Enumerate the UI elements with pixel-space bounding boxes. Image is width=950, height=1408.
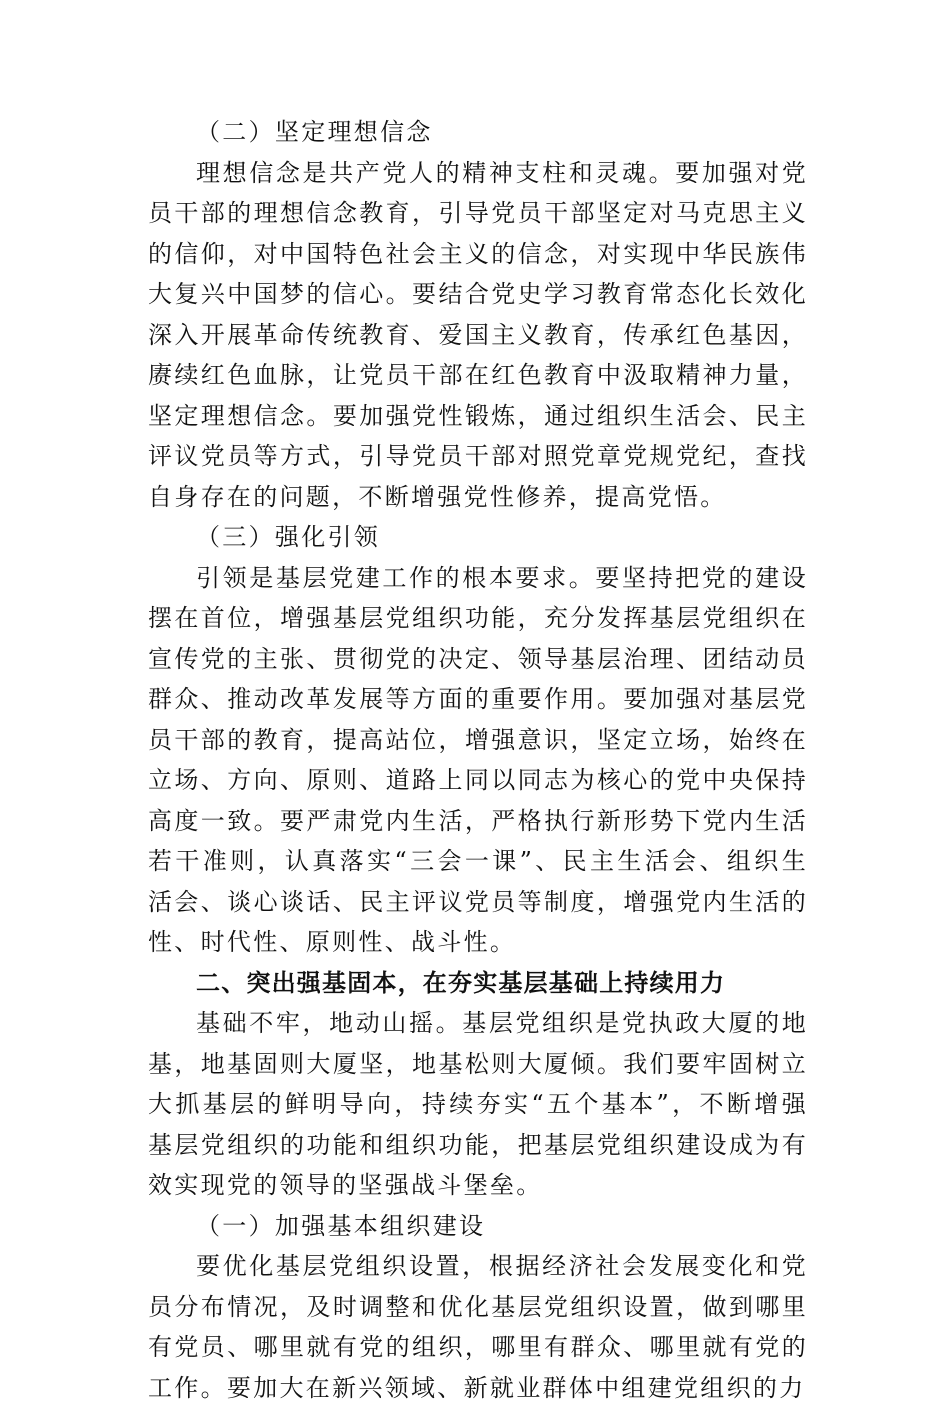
subheading-ideals: （二）坚定理想信念	[196, 118, 433, 146]
paragraph-ideals: 理想信念是共产党人的精神支柱和灵魂。要加强对党员干部的理想信念教育，引导党员干部坚定对马克思主义的信仰，对中国特色社会主义的信念，对实现中华民族伟大复兴中国梦的信心。要结合党史学习教育常态化长效化深入开展革命传统教育、爱国主义教育，传承红色基因，赓续红色血脉，让党员干部在红色教育中汲取精神力量，坚定理想信念。要加强党性锻炼，通过组织生活会、民主评议党员等方式，引导党员干部对照党章党规党纪，查找自身存在的问题，不断增强党性修养，提高党悟。	[148, 158, 808, 511]
section-heading-foundation: 二、突出强基固本，在夯实基层基础上持续用力	[196, 968, 726, 997]
paragraph-leadership: 引领是基层党建工作的根本要求。要坚持把党的建设摆在首位，增强基层党组织功能，充分发挥基层党组织在宣传党的主张、贯彻党的决定、领导基层治理、团结动员群众、推动改革发展等方面的重要作用。要加强对基层党员干部的教育，提高站位，增强意识，坚定立场，始终在立场、方向、原则、道路上同以同志为核心的党中央保持高度一致。要严肃党内生活，严格执行新形势下党内生活若干准则，认真落实“三会一课”、民主生活会、组织生活会、谈心谈话、民主评议党员等制度，增强党内生活的性、时代性、原则性、战斗性。	[148, 563, 808, 956]
paragraph-organization: 要优化基层党组织设置，根据经济社会发展变化和党员分布情况，及时调整和优化基层党组织设置，做到哪里有党员、哪里就有党的组织，哪里有群众、哪里就有党的工作。要加大在新兴领域、新就业群体中组建党组织的力	[148, 1252, 808, 1402]
subheading-leadership: （三）强化引领	[196, 523, 381, 551]
subheading-organization: （一）加强基本组织建设	[196, 1211, 486, 1240]
document-body	[148, 112, 808, 1408]
paragraph-foundation: 基础不牢，地动山摇。基层党组织是党执政大厦的地基，地基固则大厦坚，地基松则大厦倾。我们要牢固树立大抓基层的鲜明导向，持续夯实“五个基本”，不断增强基层党组织的功能和组织功能，把基层党组织建设成为有效实现党的领导的坚强战斗堡垒。	[148, 1009, 808, 1199]
